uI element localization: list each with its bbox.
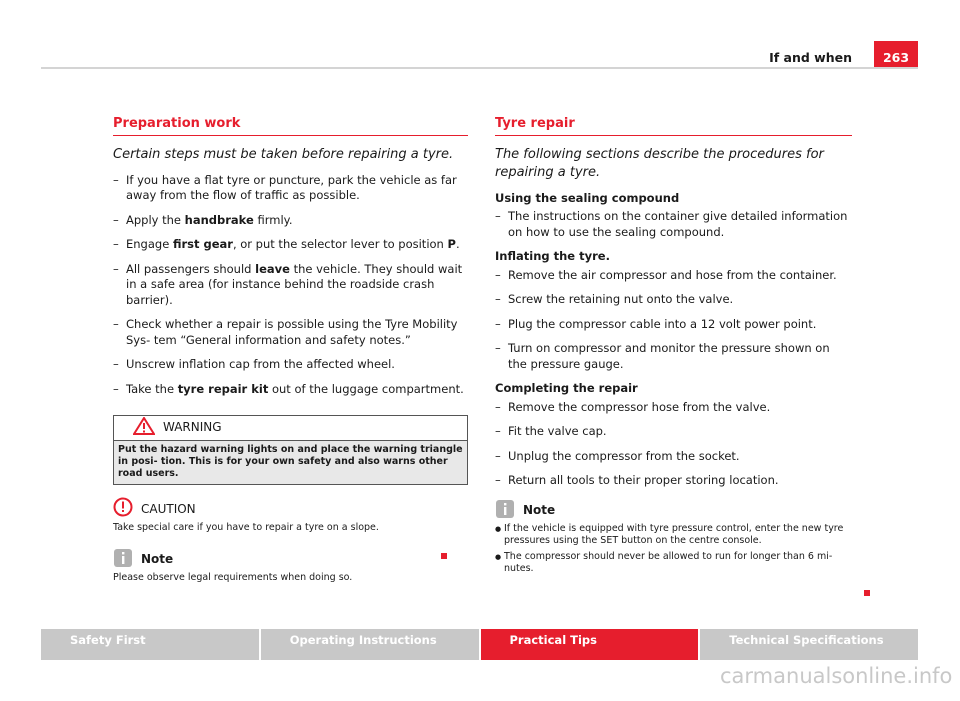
list-item: – Screw the retaining nut onto the valve.: [495, 292, 852, 308]
left-column: [113, 116, 468, 584]
list-item: ● If the vehicle is equipped with tyre pressure control, enter the new tyre pressures using the SET button on the centre console.: [495, 523, 852, 547]
right-column: [495, 116, 852, 579]
group-heading: Inflating the tyre.: [495, 249, 610, 263]
tab-technical-specifications[interactable]: Technical Specifications: [700, 629, 918, 660]
page-number: 263: [874, 41, 918, 67]
note-text: Please observe legal requirements when doing so.: [113, 572, 353, 583]
section-title-tyre-repair: Tyre repair: [495, 116, 852, 136]
caution-text: Take special care if you have to repair a tyre on a slope.: [113, 521, 379, 533]
list-item: – Apply the handbrake firmly.: [113, 213, 468, 229]
group-heading: Using the sealing compound: [495, 190, 680, 205]
section-end-mark: [441, 553, 447, 559]
note-icon: [113, 548, 133, 573]
watermark: carmanualsonline.info: [720, 664, 953, 688]
note-label: Note: [141, 552, 174, 566]
list-item: – Plug the compressor cable into a 12 volt power point.: [495, 317, 852, 333]
list-item: – Turn on compressor and monitor the pressure shown on the pressure gauge.: [495, 341, 852, 372]
preparation-steps: [113, 173, 468, 398]
list-item: – Remove the air compressor and hose from the container.: [495, 268, 852, 284]
section-intro: Certain steps must be taken before repairing a tyre.: [113, 146, 454, 162]
list-item: – Check whether a repair is possible using the Tyre Mobility Sys- tem “General information and safety notes.”: [113, 317, 468, 348]
tab-safety-first[interactable]: Safety First: [41, 629, 261, 660]
list-item: – Take the tyre repair kit out of the luggage compartment.: [113, 382, 468, 398]
section-end-mark: [864, 590, 870, 596]
caution-label: CAUTION: [141, 501, 196, 516]
list-item: – Unscrew inflation cap from the affected wheel.: [113, 357, 468, 373]
list-item: – The instructions on the container give detailed information on how to use the sealing compound.: [495, 209, 852, 240]
list-item: – Return all tools to their proper storing location.: [495, 473, 852, 489]
section-title-preparation: Preparation work: [113, 116, 468, 136]
list-item: – Remove the compressor hose from the valve.: [495, 400, 852, 416]
note-label: Note: [523, 503, 556, 517]
header-rule: [41, 67, 918, 69]
list-item: – Fit the valve cap.: [495, 424, 852, 440]
warning-triangle-icon: [133, 417, 155, 440]
note-bullets: [495, 523, 852, 575]
warning-box: [113, 415, 468, 485]
warning-text: Put the hazard warning lights on and place the warning triangle in posi- tion. This is for your own safety and also warns other road users.: [114, 440, 467, 484]
list-item: – Engage first gear, or put the selector lever to position P.: [113, 237, 468, 253]
note-icon: [495, 499, 515, 524]
group-heading: Completing the repair: [495, 381, 638, 395]
footer-nav: [41, 629, 918, 660]
header-title: If and when: [769, 50, 852, 65]
tab-practical-tips[interactable]: Practical Tips: [481, 629, 701, 660]
warning-label: WARNING: [163, 420, 222, 435]
list-item: – All passengers should leave the vehicle. They should wait in a safe area (for instance behind the roadside crash barrier).: [113, 262, 468, 309]
caution-icon: [113, 497, 133, 522]
tab-operating-instructions[interactable]: Operating Instructions: [261, 629, 481, 660]
list-item: – If you have a flat tyre or puncture, park the vehicle as far away from the flow of traffic as possible.: [113, 173, 468, 204]
list-item: ● The compressor should never be allowed to run for longer than 6 mi- nutes.: [495, 551, 852, 575]
section-intro: The following sections describe the procedures for repairing a tyre.: [495, 146, 824, 180]
list-item: – Unplug the compressor from the socket.: [495, 449, 852, 465]
